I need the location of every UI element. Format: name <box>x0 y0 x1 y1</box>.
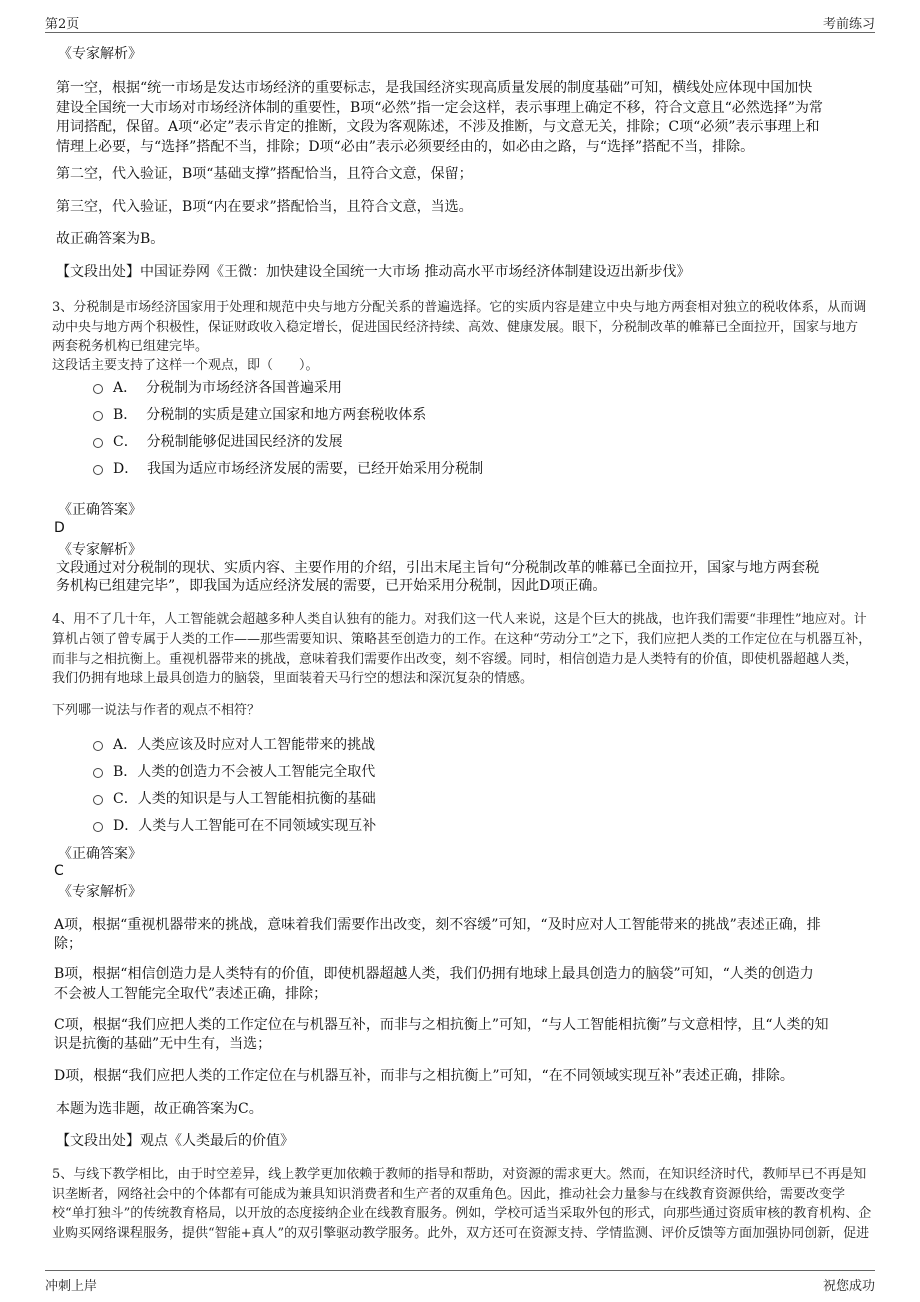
analysis-conclusion: 故正确答案为B。 <box>56 231 165 247</box>
analysis-line: 情理上必要，与“选择”搭配不当，排除；D项“必由”表示必须要经由的，如必由之路，与“选择”搭配不当，排除。 <box>56 139 755 155</box>
option-c[interactable]: C． 分税制能够促进国民经济的发展 <box>93 432 343 452</box>
radio-icon[interactable] <box>93 384 103 394</box>
analysis-heading: 《专家解析》 <box>58 542 142 558</box>
analysis-line: D项，根据“我们应把人类的工作定位在与机器互补，而非与之相抗衡上”可知，“在不同领域实现互补”表述正确，排除。 <box>54 1068 794 1084</box>
question-stem: 算机占领了曾专属于人类的工作——那些需要知识、策略甚至创造力的工作。在这种“劳动分工”之下，我们应把人类的工作定位在与机器互补， <box>52 632 872 647</box>
footer-left: 冲刺上岸 <box>45 1279 98 1294</box>
option-b[interactable]: B． 分税制的实质是建立国家和地方两套税收体系 <box>93 405 426 425</box>
answer-value: D <box>54 520 65 536</box>
option-a[interactable]: A． 分税制为市场经济各国普遍采用 <box>93 378 342 398</box>
analysis-line: 建设全国统一大市场对市场经济体制的重要性，B项“必然”指一定会这样，表示事理上确定不移，符合文意且“必然选择”为常 <box>56 100 823 116</box>
question-stem: 而非与之相抗衡上。重视机器带来的挑战，意味着我们需要作出改变，刻不容缓。同时，相信创造力是人类特有的价值，即使机器超越人类， <box>52 652 859 667</box>
analysis-line: 不会被人工智能完全取代”表述正确，排除； <box>54 986 328 1002</box>
radio-icon[interactable] <box>93 411 103 421</box>
footer-right: 祝您成功 <box>822 1279 875 1294</box>
source-note: 【文段出处】中国证券网《王微：加快建设全国统一大市场 推动高水平市场经济体制建设迈出新步伐》 <box>56 264 691 280</box>
answer-heading: 《正确答案》 <box>58 846 142 862</box>
radio-icon[interactable] <box>93 822 103 832</box>
question-stem: 4、用不了几十年，人工智能就会超越多种人类自认独有的能力。对我们这一代人来说，这是个巨大的挑战，也许我们需要“非理性”地应对。计 <box>52 612 867 627</box>
analysis-line: 第一空，根据“统一市场是发达市场经济的重要标志，是我国经济实现高质量发展的制度基础”可知，横线处应体现中国加快 <box>56 80 813 96</box>
question-stem: 两套税务机构已组建完毕。 <box>52 339 209 354</box>
option-a[interactable]: A．人类应该及时应对人工智能带来的挑战 <box>93 735 375 755</box>
answer-value: C <box>54 863 64 879</box>
analysis-line: 除； <box>54 936 82 952</box>
answer-heading: 《正确答案》 <box>58 502 142 518</box>
question-prompt: 这段话主要支持了这样一个观点，即（ ）。 <box>52 358 319 373</box>
analysis-line: B项，根据“相信创造力是人类特有的价值，即使机器超越人类，我们仍拥有地球上最具创造力的脑袋”可知，“人类的创造力 <box>54 966 814 982</box>
question-stem: 3、分税制是市场经济国家用于处理和规范中央与地方分配关系的普遍选择。它的实质内容是建立中央与地方两套相对独立的税收体系，从而调 <box>52 300 867 315</box>
analysis-line: A项，根据“重视机器带来的挑战，意味着我们需要作出改变，刻不容缓”可知，“及时应对人工智能带来的挑战”表述正确，排 <box>54 917 821 933</box>
page-number: 第2页 <box>45 17 80 32</box>
radio-icon[interactable] <box>93 741 103 751</box>
analysis-heading: 《专家解析》 <box>58 884 142 900</box>
analysis-line: 务机构已组建完毕”，即我国为适应经济发展的需要，已开始采用分税制，因此D项正确。 <box>56 578 607 594</box>
radio-icon[interactable] <box>93 795 103 805</box>
page-footer <box>45 1270 875 1297</box>
option-d[interactable]: D． 我国为适应市场经济发展的需要，已经开始采用分税制 <box>93 459 483 479</box>
source-note: 【文段出处】观点《人类最后的价值》 <box>56 1133 294 1149</box>
analysis-line: 第二空，代入验证，B项“基础支撑”搭配恰当，且符合文意，保留； <box>56 166 473 182</box>
analysis-heading: 《专家解析》 <box>58 46 142 62</box>
radio-icon[interactable] <box>93 438 103 448</box>
option-b[interactable]: B．人类的创造力不会被人工智能完全取代 <box>93 762 375 782</box>
option-d[interactable]: D．人类与人工智能可在不同领域实现互补 <box>93 816 376 836</box>
analysis-line: 第三空，代入验证，B项“内在要求”搭配恰当，且符合文意，当选。 <box>56 199 473 215</box>
question-prompt: 下列哪一说法与作者的观点不相符？ <box>52 703 261 718</box>
question-stem: 校“单打独斗”的传统教育格局，以开放的态度接纳企业在线教育服务。例如，学校可适当采取外包的形式，向那些通过资质审核的教育机构、企 <box>52 1206 872 1221</box>
analysis-line: 识是抗衡的基础”无中生有，当选； <box>54 1036 272 1052</box>
analysis-conclusion: 本题为选非题，故正确答案为C。 <box>56 1101 263 1117</box>
question-stem: 识垄断者，网络社会中的个体都有可能成为兼具知识消费者和生产者的双重角色。因此，推动社会力量参与在线教育资源供给，需要改变学 <box>52 1187 846 1202</box>
page-header <box>45 10 875 33</box>
analysis-line: 文段通过对分税制的现状、实质内容、主要作用的介绍，引出末尾主旨句“分税制改革的帷幕已全面拉开，国家与地方两套税 <box>56 560 820 576</box>
option-c[interactable]: C．人类的知识是与人工智能相抗衡的基础 <box>93 789 376 809</box>
analysis-line: 用词搭配，保留。A项“必定”表示肯定的推断，文段为客观陈述，不涉及推断，与文意无关，排除；C项“必须”表示事理上和 <box>56 119 820 135</box>
question-stem: 我们仍拥有地球上最具创造力的脑袋，里面装着天马行空的想法和深沉复杂的情感。 <box>52 671 534 686</box>
question-stem: 业购买网络课程服务，提供“智能+真人”的双引擎驱动教学服务。此外，双方还可在资源支持、学情监测、评价反馈等方面加强协同创新，促进 <box>52 1226 870 1241</box>
question-stem: 5、与线下教学相比，由于时空差异，线上教学更加依赖于教师的指导和帮助，对资源的需求更大。然而，在知识经济时代，教师早已不再是知 <box>52 1167 867 1182</box>
header-tag: 考前练习 <box>822 17 875 32</box>
radio-icon[interactable] <box>93 768 103 778</box>
question-stem: 动中央与地方两个积极性，保证财政收入稳定增长，促进国民经济持续、高效、健康发展。眼下，分税制改革的帷幕已全面拉开，国家与地方 <box>52 320 859 335</box>
radio-icon[interactable] <box>93 465 103 475</box>
analysis-line: C项，根据“我们应把人类的工作定位在与机器互补，而非与之相抗衡上”可知，“与人工智能相抗衡”与文意相悖，且“人类的知 <box>54 1017 829 1033</box>
